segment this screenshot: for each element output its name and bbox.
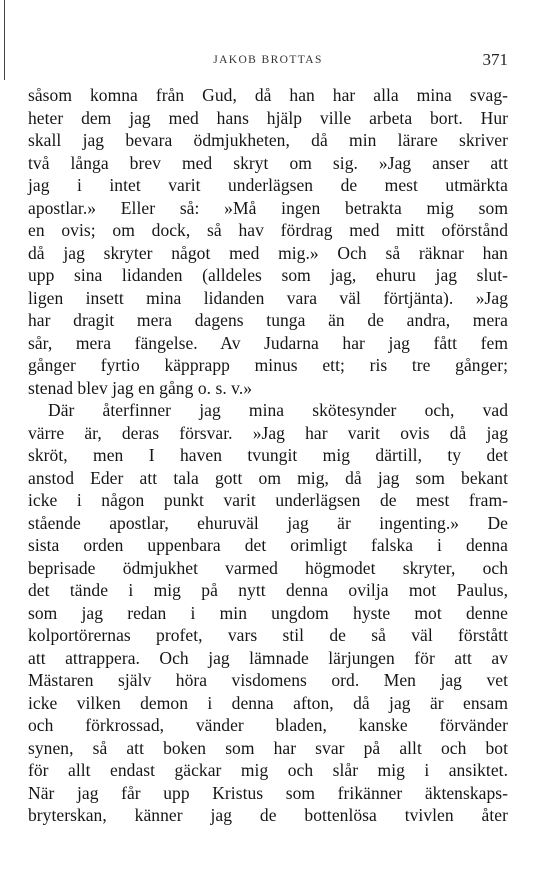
text-line: värre är, deras försvar. »Jag har varit ovis då jag	[28, 422, 508, 443]
text-line: som jag redan i min ungdom hyste mot denne	[28, 602, 508, 623]
text-line: När jag får upp Kristus som frikänner äktenskaps-	[28, 782, 508, 803]
text-line: det tände i mig på nytt denna ovilja mot Paulus,	[28, 580, 508, 600]
text-line: för allt endast gäckar mig och slår mig i ansiktet.	[28, 760, 508, 780]
body-text	[28, 84, 508, 827]
text-line: bryterskan, känner jag de bottenlösa tvivlen åter	[28, 805, 508, 825]
text-line: jag i intet varit underlägsen de mest utmärkta	[28, 175, 508, 195]
text-line: stenad blev jag en gång o. s. v.»	[28, 377, 253, 398]
text-line: två långa brev med skryt om sig. »Jag anser att	[28, 152, 508, 173]
paragraph-start-line: Där återfinner jag mina skötesynder och, vad	[48, 400, 508, 420]
text-line: och förkrossad, vänder bladen, kanske förvänder	[28, 715, 508, 735]
page-edge-rule	[4, 0, 5, 80]
text-line: kolportörernas profet, vars stil de så väl förstått	[28, 625, 508, 645]
text-line: gånger fyrtio käpprapp minus ett; ris tre gånger;	[28, 355, 508, 375]
text-line: ligen insett mina lidanden vara väl förtjänta). »Jag	[28, 287, 508, 308]
text-line: beprisade ödmjukhet varmed högmodet skryter, och	[28, 557, 508, 578]
text-line: heter dem jag med hans hjälp ville arbeta bort. Hur	[28, 107, 508, 128]
running-title: JAKOB BROTTAS	[213, 54, 323, 66]
text-line: apostlar.» Eller så: »Må ingen betrakta mig som	[28, 197, 508, 218]
text-line: Mästaren själv höra visdomens ord. Men jag vet	[28, 670, 508, 690]
text-line: upp sina lidanden (alldeles som jag, ehuru jag slut-	[28, 265, 508, 285]
page-number: 371	[482, 50, 508, 69]
text-line: en ovis; om dock, så hav fördrag med mitt oförstånd	[28, 220, 508, 240]
text-line: att attrappera. Och jag lämnade lärjungen för att av	[28, 647, 508, 668]
running-header	[28, 50, 508, 72]
text-line: stående apostlar, ehuruväl jag är ingenting.» De	[28, 512, 508, 533]
text-line: icke vilken demon i denna afton, då jag är ensam	[28, 692, 508, 713]
text-line: skröt, men I haven tvungit mig därtill, ty det	[28, 445, 508, 465]
text-line: såsom komna från Gud, då han har alla mina svag-	[28, 85, 508, 105]
text-line: då jag skryter något med mig.» Och så räknar han	[28, 242, 508, 263]
text-line: icke i någon punkt varit underlägsen de mest fram-	[28, 490, 508, 510]
text-line: synen, så att boken som har svar på allt och bot	[28, 737, 508, 758]
text-line: anstod Eder att tala gott om mig, då jag som bekant	[28, 467, 508, 488]
text-line: skall jag bevara ödmjukheten, då min lärare skriver	[28, 130, 508, 150]
text-line: sår, mera fängelse. Av Judarna har jag fått fem	[28, 332, 508, 353]
text-line: har dragit mera dagens tunga än de andra, mera	[28, 310, 508, 330]
text-line: sista orden uppenbara det orimligt falska i denna	[28, 535, 508, 555]
